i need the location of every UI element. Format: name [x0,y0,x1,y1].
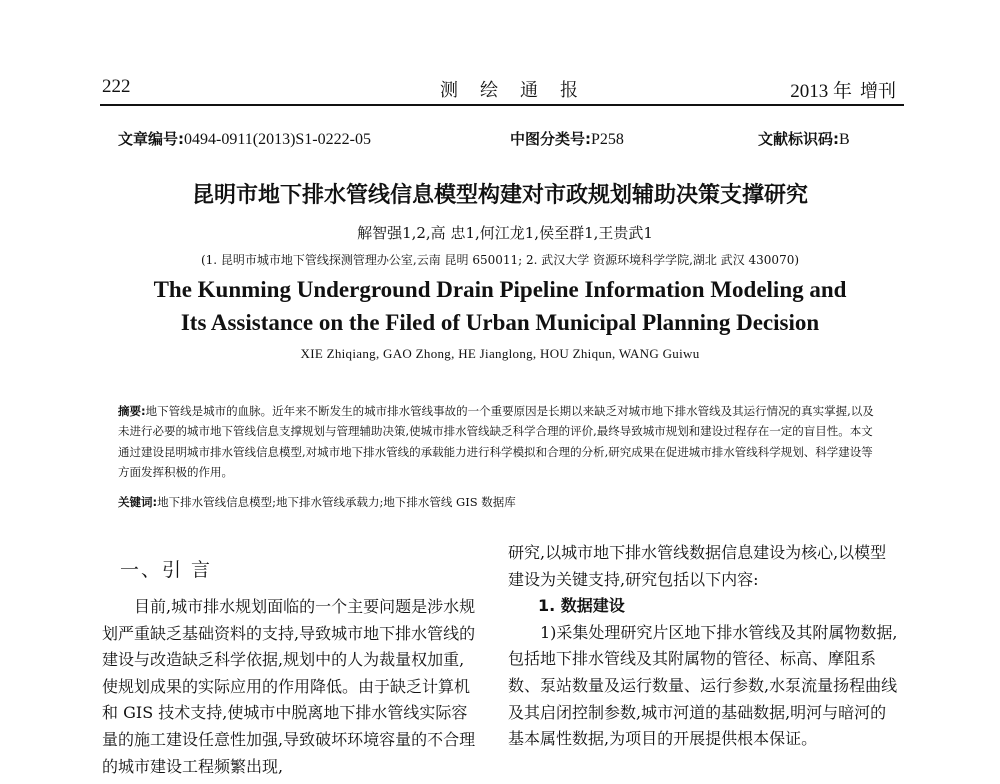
right-column [508,540,900,753]
journal-name: 测绘通报 [440,80,600,101]
article-number-label: 文章编号: [118,130,184,148]
section-heading-introduction: 一、引 言 [120,559,213,581]
left-column [102,594,480,780]
document-code [758,128,850,149]
page-number: 222 [102,76,131,97]
english-title-line-2: Its Assistance on the Filed of Urban Municipal Planning Decision [180,310,820,335]
document-code-label: 文献标识码: [758,130,839,148]
chinese-authors: 解智强1,2,高 忠1,何江龙1,侯至群1,王贵武1 [357,224,653,242]
english-authors: XIE Zhiqiang, GAO Zhong, HE Jianglong, HOU Zhiqun, WANG Guiwu [300,346,700,361]
abstract [118,401,874,483]
header-rule [100,104,904,106]
subsection-heading-data: 1. 数据建设 [538,596,625,616]
issue-label: 增刊 [860,81,896,102]
data-paragraph-1: 1)采集处理研究片区地下排水管线及其附属物数据,包括地下排水管线及其附属物的管径、标高、摩阻系数、泵站数量及运行数量、运行参数,水泵流量扬程曲线及其启闭控制参数,城市河道的基础数据,明河与暗河的基本属性数据,为项目的开展提供根本保证。 [508,622,898,749]
issue-year: 2013 年 [790,81,852,102]
clc-number [510,128,624,149]
english-title-line-1: The Kunming Underground Drain Pipeline Information Modeling and [153,277,847,302]
introduction-paragraph: 目前,城市排水规划面临的一个主要问题是涉水规划严重缺乏基础资料的支持,导致城市地下排水管线的建设与改造缺乏科学依据,规划中的人为裁量权加重,使规划成果的实际应用的作用降低。由于缺乏计算机和 GIS 技术支持,使城市中脱离地下排水管线实际容量的施工建设任意性加强,导致破坏环境容量的不合理的城市建设工程频繁出现, [102,597,476,776]
keywords-text: 地下排水管线信息模型;地下排水管线承载力;地下排水管线 GIS 数据库 [157,495,516,509]
chinese-title: 昆明市地下排水管线信息模型构建对市政规划辅助决策支撑研究 [191,183,808,208]
abstract-label: 摘要: [118,404,146,418]
abstract-text: 地下管线是城市的血脉。近年来不断发生的城市排水管线事故的一个重要原因是长期以来缺乏对城市地下排水管线及其运行情况的真实掌握,以及未进行必要的城市地下管线信息支撑规划与管理辅助决策,使城市排水管线缺乏科学合理的评价,最终导致城市规划和建设过程存在一定的盲目性。本文通过建设昆明城市排水管线信息模型,对城市地下排水管线的承载能力进行科学模拟和合理的分析,研究成果在促进城市排水管线科学规划、科学建设等方面发挥积极的作用。 [118,404,874,480]
clc-label: 中图分类号: [510,130,591,148]
document-code-value: B [839,131,850,148]
issue-info [790,76,896,103]
affiliation: (1. 昆明市城市地下管线探测管理办公室,云南 昆明 650011; 2. 武汉大学 资源环境科学学院,湖北 武汉 430070) [200,253,800,267]
keywords-label: 关键词: [118,495,158,509]
article-number [118,128,371,149]
clc-value: P258 [591,131,624,148]
right-intro-paragraph: 研究,以城市地下排水管线数据信息建设为核心,以模型建设为关键支持,研究包括以下内容: [508,543,887,589]
article-number-value: 0494-0911(2013)S1-0222-05 [184,131,371,148]
keywords [118,494,874,510]
